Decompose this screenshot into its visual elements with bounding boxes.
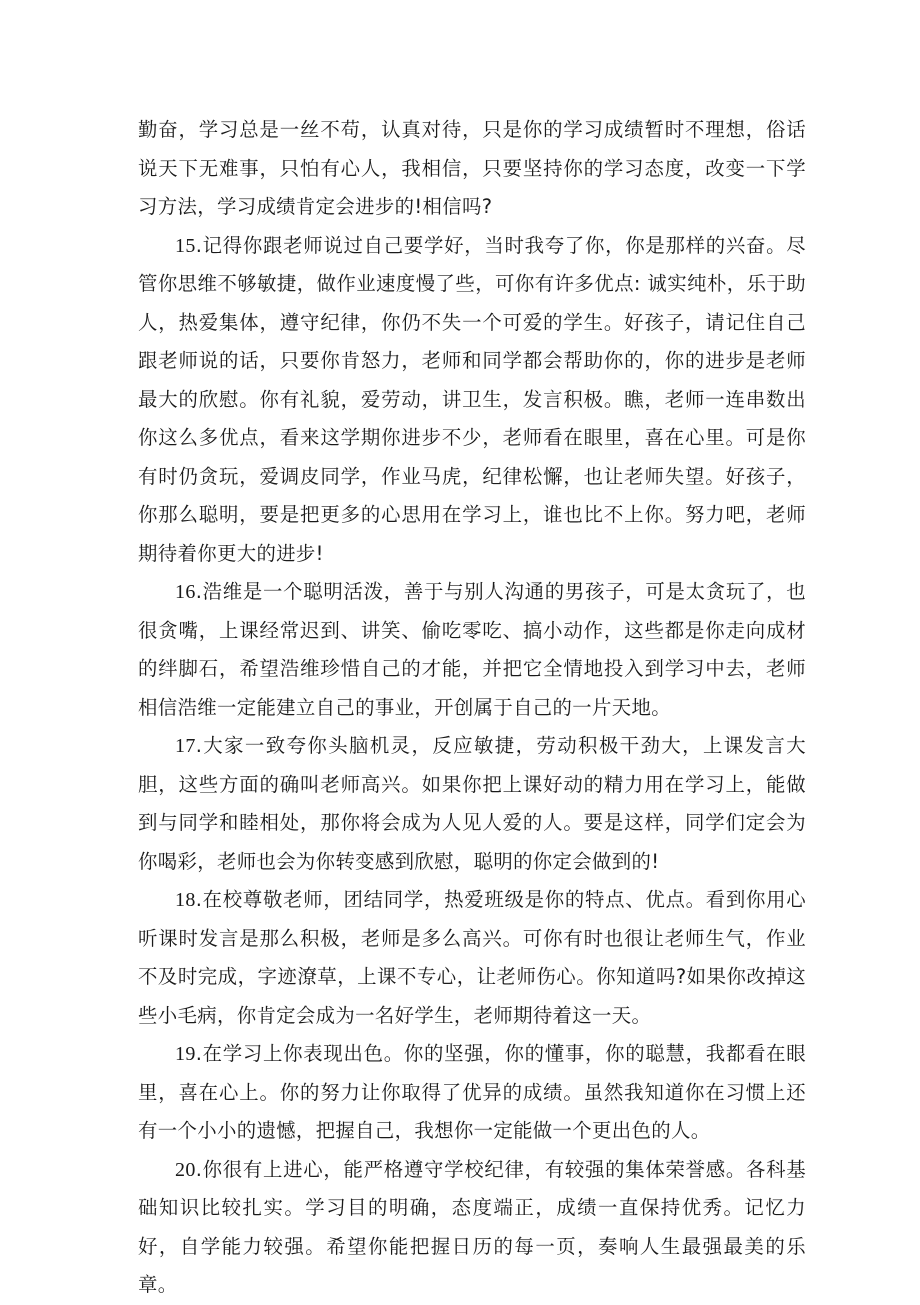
- paragraph-continuation: [138, 111, 806, 227]
- paragraph-number: 15: [175, 234, 196, 257]
- paragraph-number: 20: [175, 1158, 196, 1181]
- paragraph-number: 19: [175, 1043, 196, 1065]
- paragraph-text: 勤奋，学习总是一丝不苟，认真对待，只是你的学习成绩暂时不理想，俗话说天下无难事，只怕有心人，我相信，只要坚持你的学习态度，改变一下学习方法，学习成绩肯定会进步的!相信吗?: [138, 118, 806, 218]
- document-body: [138, 111, 806, 1305]
- paragraph-17: [138, 727, 806, 881]
- paragraph-text: .在学习上你表现出色。你的坚强，你的懂事，你的聪慧，我都看在眼里，喜在心上。你的努力让你取得了优异的成绩。虽然我知道你在习惯上还有一个小小的遗憾，把握自己，我想你一定能做一个更出色的人。: [138, 1042, 806, 1142]
- paragraph-text: .大家一致夸你头脑机灵，反应敏捷，劳动积极干劲大，上课发言大胆，这些方面的确叫老师高兴。如果你把上课好动的精力用在学习上，能做到与同学和睦相处，那你将会成为人见人爱的人。要是这样，同学们定会为你喝彩，老师也会为你转变感到欣慰，聪明的你定会做到的!: [138, 734, 806, 873]
- paragraph-text: .你很有上进心，能严格遵守学校纪律，有较强的集体荣誉感。各科基础知识比较扎实。学习目的明确，态度端正，成绩一直保持优秀。记忆力好，自学能力较强。希望你能把握日历的每一页，奏响人生最强最美的乐章。: [138, 1157, 806, 1296]
- paragraph-19: [138, 1035, 806, 1151]
- paragraph-18: [138, 881, 806, 1035]
- paragraph-text: .记得你跟老师说过自己要学好，当时我夸了你，你是那样的兴奋。尽管你思维不够敏捷，做作业速度慢了些，可你有许多优点: 诚实纯朴，乐于助人，热爱集体，遵守纪律，你仍不失一个可爱的学生。好孩子，请记住自己跟老师说的话，只要你肯怒力，老师和同学都会帮助你的，你的进步是老师最大的欣慰。你有礼貌，爱劳动，讲卫生，发言积极。瞧，老师一连串数出你这么多优点，看来这学期你进步不少，老师看在眼里，喜在心里。可是你有时仍贪玩，爱调皮同学，作业马虎，纪律松懈，也让老师失望。好孩子，你那么聪明，要是把更多的心思用在学习上，谁也比不上你。努力吧，老师期待着你更大的进步!: [138, 233, 806, 565]
- paragraph-text: .浩维是一个聪明活泼，善于与别人沟通的男孩子，可是太贪玩了，也很贪嘴，上课经常迟到、讲笑、偷吃零吃、搞小动作，这些都是你走向成材的绊脚石，希望浩维珍惜自己的才能，并把它全情地投入到学习中去，老师相信浩维一定能建立自己的事业，开创属于自己的一片天地。: [138, 580, 806, 719]
- paragraph-20: [138, 1151, 806, 1305]
- paragraph-text: .在校尊敬老师，团结同学，热爱班级是你的特点、优点。看到你用心听课时发言是那么积极，老师是多么高兴。可你有时也很让老师生气，作业不及时完成，字迹潦草，上课不专心，让老师伤心。你知道吗?如果你改掉这些小毛病，你肯定会成为一名好学生，老师期待着这一天。: [138, 888, 806, 1027]
- paragraph-15: [138, 227, 806, 574]
- paragraph-number: 16: [175, 581, 196, 603]
- paragraph-16: [138, 573, 806, 727]
- paragraph-number: 17: [175, 735, 196, 757]
- paragraph-number: 18: [175, 889, 196, 911]
